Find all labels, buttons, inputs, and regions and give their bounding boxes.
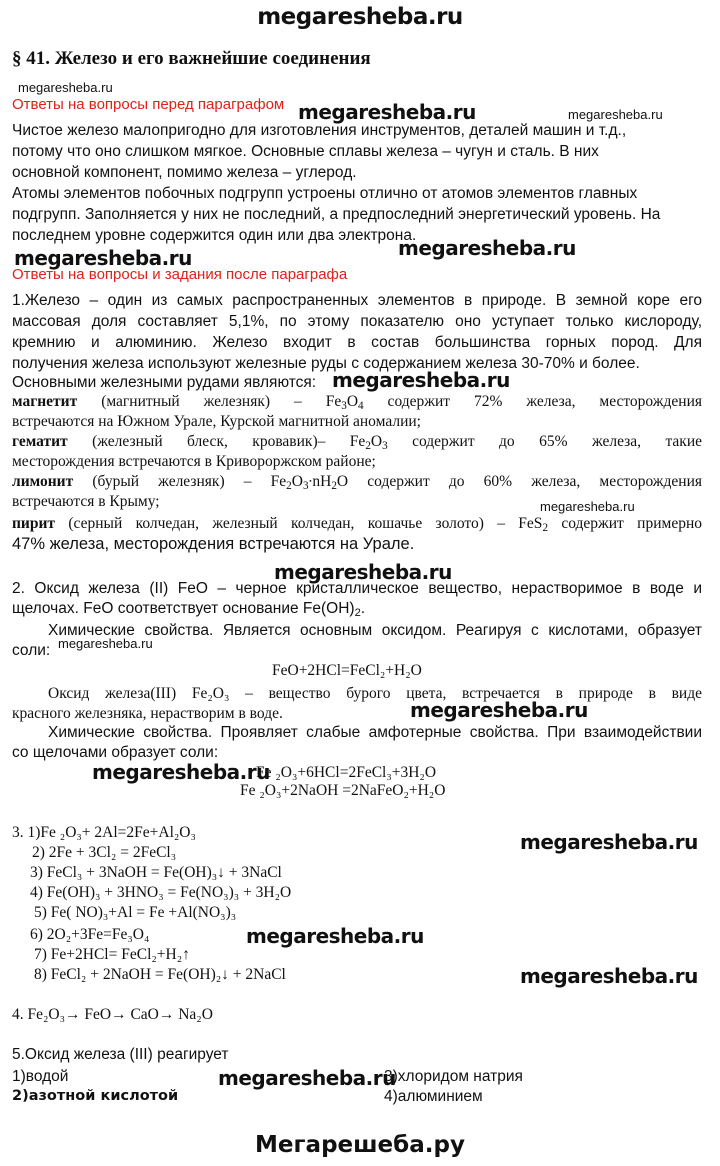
- page-title: § 41. Железо и его важнейшие соединения: [12, 48, 371, 69]
- reaction-line: 5) Fe( NO)₃+Al = Fe +Al(NO₃)₃: [34, 904, 237, 921]
- reaction-line: 7) Fe+2HCl= FeCl₂+H₂↑: [34, 946, 190, 963]
- reaction-line: 3) FeCl₃ + 3NaOH = Fe(OH)₃↓ + 3NaCl: [30, 864, 282, 881]
- paragraph-line: щелочах. FeO соответствует основание $Fe(OH)_2$.: [12, 600, 366, 619]
- paragraph-line: 47% железа, месторождения встречаются на Урале.: [12, 535, 415, 553]
- question-title: 5.Оксид железа (III) реагирует: [12, 1046, 229, 1063]
- equation: Fe ₂O₃+2NaOH =2NaFeO₂+H₂O: [240, 782, 446, 799]
- paragraph-line: соли:: [12, 642, 51, 659]
- paragraph-line: Основными железными рудами являются:: [12, 374, 317, 391]
- option-3: 3)хлоридом натрия: [384, 1068, 523, 1085]
- option-4: 4)алюминием: [384, 1088, 483, 1105]
- header-watermark[interactable]: megaresheba.ru: [257, 4, 463, 30]
- footer-watermark[interactable]: Мегарешеба.ру: [255, 1132, 465, 1158]
- watermark-small: megaresheba.ru: [568, 107, 663, 122]
- paragraph-line: потому что оно слишком мягкое. Основные сплавы железа – чугун и сталь. В них: [12, 143, 599, 160]
- watermark-large: megaresheba.ru: [332, 368, 510, 392]
- watermark-large: megaresheba.ru: [520, 830, 698, 854]
- paragraph-line: 1.Железо – один из самых распространенных элементов в природе. В земной коре его: [12, 292, 702, 309]
- watermark-large: megaresheba.ru: [274, 560, 452, 584]
- reaction-line: 6) 2O₂+3Fe=Fe₃O₄: [30, 926, 150, 943]
- ore-limonite: лимонит (бурый железняк) – $Fe_2O_3\cdot nH_2O$ содержит до 60% железа, месторождения: [12, 473, 702, 492]
- equation: Fe ₂O₃+6HCl=2FeCl₃+3H₂O: [256, 764, 437, 781]
- paragraph-line: подгрупп. Заполняется у них не последний, а предпоследний энергетический уровень. На: [12, 206, 661, 223]
- ore-magnetite: магнетит (магнитный железняк) – $Fe_3O_4$ содержит 72% железа, месторождения: [12, 393, 702, 412]
- paragraph-line: основной компонент, помимо железа – углерод.: [12, 164, 357, 181]
- paragraph-line: массовая доля составляет 5,1%, по этому показателю оно уступает только кислороду,: [12, 313, 702, 330]
- watermark-small: megaresheba.ru: [58, 636, 153, 651]
- paragraph-line: 2. Оксид железа (II) FeO – черное кристаллическое вещество, нерастворимое в воде и: [12, 580, 702, 597]
- chain-line: 4. Fe₂O₃→ FeO→ CaO→ Na₂O: [12, 1006, 213, 1023]
- watermark-large: megaresheba.ru: [298, 100, 476, 124]
- ore-pyrite: пирит (серный колчедан, железный колчедан, кошачье золото) – FeS$_2$ содержит примерно: [12, 515, 702, 534]
- section-heading-after: Ответы на вопросы и задания после параграфа: [12, 266, 348, 283]
- paragraph-line: последнем уровне содержится один или два электрона.: [12, 227, 417, 244]
- reaction-line: 3. 1)Fe ₂O₃+ 2Al=2Fe+Al₂O₃: [12, 824, 196, 841]
- paragraph-line: Атомы элементов побочных подгрупп устроены отлично от атомов элементов главных: [12, 185, 638, 202]
- option-1: 1)водой: [12, 1068, 69, 1085]
- paragraph-line: со щелочами образует соли:: [12, 744, 219, 761]
- paragraph-line: получения железа используют железные руды с содержанием железа 30-70% и более.: [12, 355, 640, 372]
- watermark-small: megaresheba.ru: [540, 499, 635, 514]
- watermark-large: megaresheba.ru: [218, 1066, 396, 1090]
- watermark-large: megaresheba.ru: [14, 246, 192, 270]
- watermark-small: megaresheba.ru: [18, 80, 113, 95]
- watermark-large: megaresheba.ru: [410, 698, 588, 722]
- option-2: 2)азотной кислотой: [12, 1088, 179, 1104]
- paragraph-line: встречаются на Южном Урале, Курской магнитной аномалии;: [12, 413, 421, 430]
- reaction-line: 4) Fe(OH)₃ + 3HNO₃ = Fe(NO₃)₃ + 3H₂O: [30, 884, 292, 901]
- paragraph-line: Химические свойства. Проявляет слабые амфотерные свойства. При взаимодействии: [48, 724, 702, 741]
- equation: FeO+2HCl=FeCl₂+H₂O: [272, 662, 422, 679]
- watermark-large: megaresheba.ru: [246, 924, 424, 948]
- paragraph-line: встречаются в Крыму;: [12, 493, 160, 510]
- watermark-large: megaresheba.ru: [92, 760, 270, 784]
- paragraph-line: месторождения встречаются в Кривороржском районе;: [12, 453, 376, 470]
- paragraph-line: Чистое железо малопригодно для изготовления инструментов, деталей машин и т.д.,: [12, 122, 627, 139]
- paragraph-line: Химические свойства. Является основным оксидом. Реагируя с кислотами, образует: [48, 622, 702, 639]
- paragraph-line: Оксид железа(III) Fe₂O₃ – вещество бурого цвета, встречается в природе в виде: [48, 685, 702, 702]
- watermark-large: megaresheba.ru: [520, 964, 698, 988]
- watermark-large: megaresheba.ru: [398, 236, 576, 260]
- paragraph-line: красного железняка, нерастворим в воде.: [12, 705, 283, 722]
- paragraph-line: кремнию и алюминию. Железо входит в состав большинства горных пород. Для: [12, 334, 702, 351]
- reaction-line: 8) FeCl₂ + 2NaOH = Fe(OH)₂↓ + 2NaCl: [34, 966, 286, 983]
- ore-hematite: гематит (железный блеск, кровавик)– $Fe_2O_3$ содержит до 65% железа, такие: [12, 433, 703, 452]
- reaction-line: 2) 2Fe + 3Cl₂ = 2FeCl₃: [32, 844, 177, 861]
- section-heading-before: Ответы на вопросы перед параграфом: [12, 96, 285, 113]
